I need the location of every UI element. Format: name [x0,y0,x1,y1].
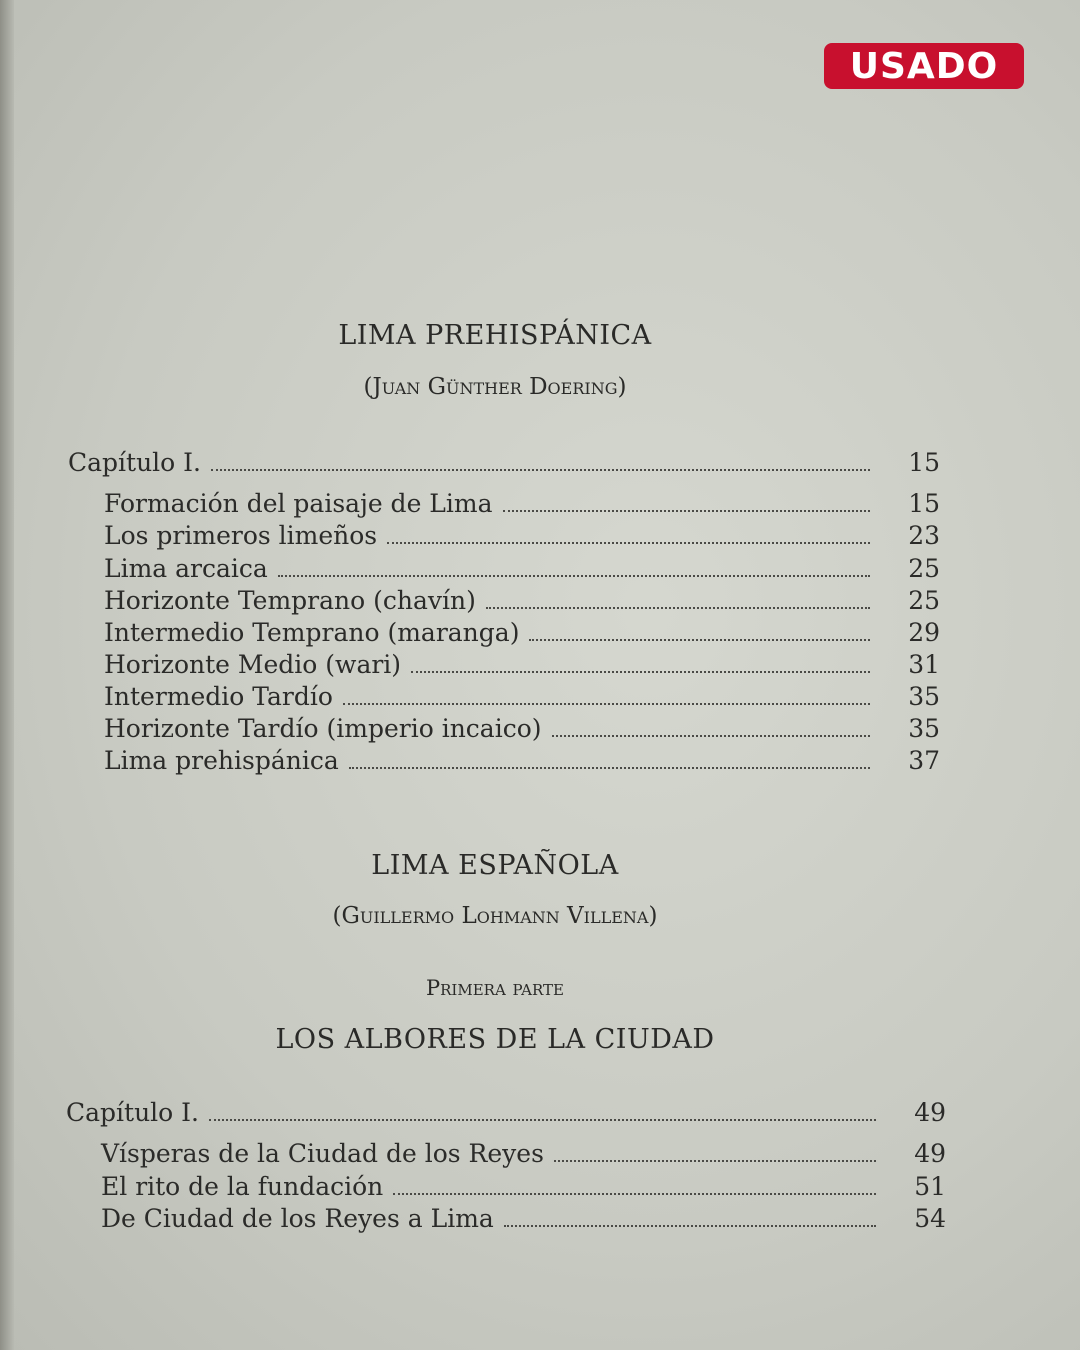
section-title-lima-prehispanica: LIMA PREHISPÁNICA [338,320,652,351]
toc-entry-row [104,617,940,649]
toc-entry-label: Los primeros limeños [104,521,378,550]
section-title-lima-espanola: LIMA ESPAÑOLA [371,850,619,881]
toc-leader-dots [552,735,871,737]
toc-entry-row [101,1138,946,1170]
toc-page-number: 49 [914,1139,946,1168]
toc-chapter-row [66,1097,946,1129]
toc-page-number: 35 [908,682,940,711]
toc-entry-label: Vísperas de la Ciudad de los Reyes [101,1139,544,1168]
toc-entry-row [104,713,940,745]
toc-entry-label: Lima prehispánica [104,746,339,775]
toc-chapter-label: Capítulo I. [66,1098,199,1127]
toc-leader-dots [529,639,870,641]
bleed-through-shadow [680,110,930,280]
toc-leader-dots [278,575,870,577]
part-label: Primera parte [426,976,564,1000]
toc-entry-row [104,649,940,681]
toc-entry-label: Horizonte Tardío (imperio incaico) [104,714,542,743]
toc-page-number: 49 [914,1098,946,1127]
used-badge [824,43,1024,89]
part-title: LOS ALBORES DE LA CIUDAD [275,1024,715,1055]
toc-entry-row [104,520,940,552]
toc-entry-row [104,745,940,777]
toc-leader-dots [503,510,870,512]
toc-page-number: 51 [914,1172,946,1201]
section-author: (Guillermo Lohmann Villena) [332,903,658,929]
toc-page-number: 31 [908,650,940,679]
toc-leader-dots [343,703,870,705]
toc-page-number: 35 [908,714,940,743]
used-badge-label: USADO [849,45,999,87]
toc-entry-row [104,488,940,520]
toc-entry-label: El rito de la fundación [101,1172,384,1201]
toc-entry-row [104,681,940,713]
toc-entry-row [101,1203,946,1235]
toc-entry-row [104,553,940,585]
toc-page-number: 15 [908,448,940,477]
toc-leader-dots [209,1119,876,1121]
section-author: (Juan Günther Doering) [363,374,627,400]
toc-page-number: 37 [908,746,940,775]
page-binding-edge [0,0,14,1350]
toc-leader-dots [393,1193,876,1195]
toc-entry-row [104,585,940,617]
toc-entry-row [101,1171,946,1203]
toc-entry-label: Horizonte Temprano (chavín) [104,586,476,615]
toc-chapter-label: Capítulo I. [68,448,201,477]
toc-entry-label: Lima arcaica [104,554,268,583]
toc-page-number: 25 [908,554,940,583]
toc-page-number: 54 [914,1204,946,1233]
toc-entry-label: Intermedio Tardío [104,682,333,711]
toc-entry-label: Horizonte Medio (wari) [104,650,402,679]
toc-leader-dots [554,1160,876,1162]
toc-page-number: 25 [908,586,940,615]
toc-page-number: 15 [908,489,940,518]
toc-entry-label: De Ciudad de los Reyes a Lima [101,1204,494,1233]
toc-leader-dots [387,542,870,544]
toc-leader-dots [411,671,870,673]
toc-page-number: 29 [908,618,940,647]
toc-entry-label: Intermedio Temprano (maranga) [104,618,520,647]
toc-leader-dots [349,767,870,769]
toc-leader-dots [211,469,870,471]
toc-leader-dots [486,607,870,609]
toc-leader-dots [504,1225,876,1227]
toc-chapter-row [68,447,940,479]
toc-entry-label: Formación del paisaje de Lima [104,489,493,518]
toc-page-number: 23 [908,521,940,550]
